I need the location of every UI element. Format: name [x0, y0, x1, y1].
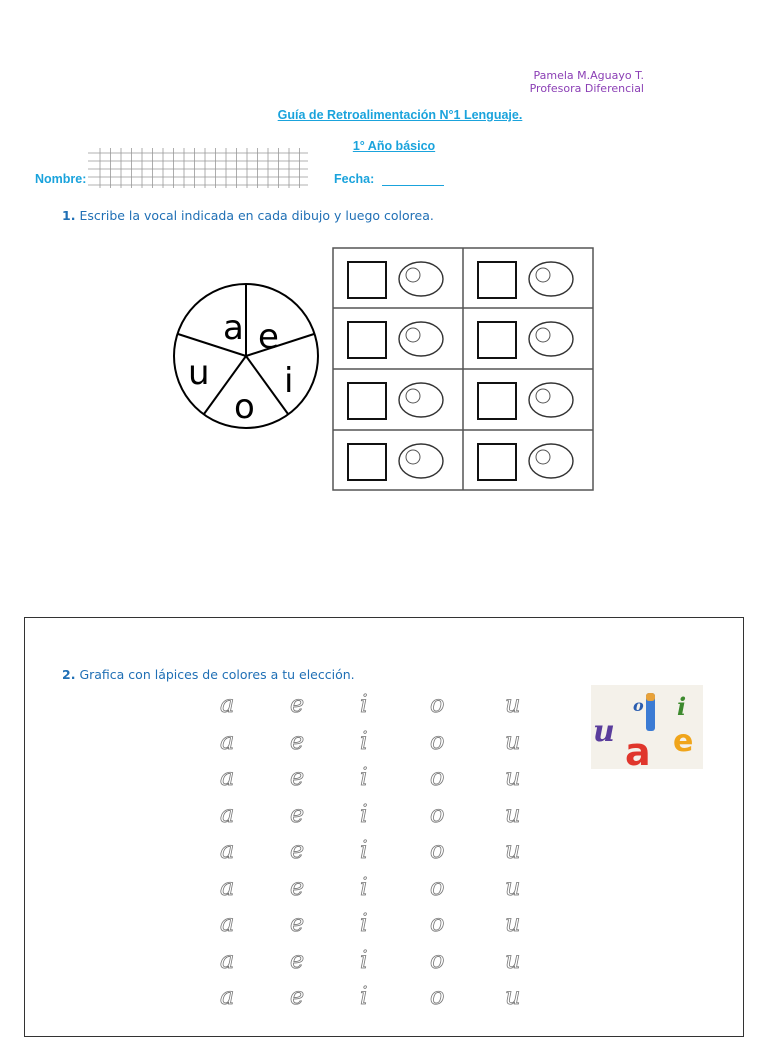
question-1-text: Escribe la vocal indicada en cada dibujo y luego colorea. — [79, 208, 434, 223]
trace-letter-a[interactable]: a — [220, 872, 235, 901]
author-role: Profesora Diferencial — [529, 82, 644, 95]
wheel-vowel-u: u — [188, 353, 210, 393]
trace-letter-i[interactable]: i — [360, 982, 368, 1010]
trace-letter-e[interactable]: e — [290, 799, 305, 828]
answer-box[interactable] — [478, 262, 516, 298]
trace-letter-i[interactable]: i — [360, 872, 368, 901]
trace-letter-o[interactable]: o — [430, 763, 445, 791]
trace-letter-o[interactable]: o — [430, 836, 445, 864]
answer-box[interactable] — [348, 444, 386, 480]
trace-letter-u[interactable]: u — [505, 763, 521, 791]
question-2-number: 2. — [62, 667, 76, 682]
answer-box[interactable] — [348, 262, 386, 298]
tracing-area[interactable] — [205, 690, 545, 1030]
trace-letter-o[interactable]: o — [430, 945, 445, 974]
trace-letter-u[interactable]: u — [505, 690, 521, 718]
trace-letter-i[interactable]: i — [360, 726, 368, 755]
trace-letter-u[interactable]: u — [505, 982, 521, 1010]
trace-letter-o[interactable]: o — [430, 726, 445, 755]
trace-letter-u[interactable]: u — [505, 872, 521, 901]
trace-letter-a[interactable]: a — [220, 763, 235, 791]
vowel-wheel — [174, 284, 318, 428]
trace-letter-a[interactable]: a — [220, 909, 235, 937]
trace-letter-a[interactable]: a — [220, 690, 235, 718]
author-name: Pamela M.Aguayo T. — [533, 69, 644, 82]
trace-letter-u[interactable]: u — [505, 726, 521, 755]
logo-letter-o: o — [633, 696, 644, 715]
trace-letter-e[interactable]: e — [290, 909, 305, 937]
trace-letter-a[interactable]: a — [220, 726, 235, 755]
answer-box[interactable] — [478, 444, 516, 480]
bee-icon — [399, 262, 443, 296]
trace-letter-e[interactable]: e — [290, 726, 305, 755]
airplane-icon — [529, 383, 573, 417]
wheel-vowel-o: o — [234, 387, 255, 427]
grapes-icon — [399, 383, 443, 417]
trace-letter-i[interactable]: i — [360, 690, 368, 718]
name-label: Nombre: — [35, 172, 87, 186]
question-1 — [62, 208, 434, 223]
answer-box[interactable] — [478, 322, 516, 358]
lizard-icon — [529, 262, 573, 296]
name-writing-grid[interactable] — [88, 148, 308, 188]
question-1-number: 1. — [62, 208, 76, 223]
answer-box[interactable] — [348, 322, 386, 358]
trace-letter-o[interactable]: o — [430, 909, 445, 937]
trace-letter-i[interactable]: i — [360, 836, 368, 864]
vowels-logo — [591, 685, 703, 769]
logo-letter-i: i — [677, 692, 687, 721]
trace-letter-o[interactable]: o — [430, 799, 445, 828]
trace-letter-e[interactable]: e — [290, 945, 305, 974]
teddy-bear-icon — [399, 322, 443, 356]
picture-grid — [333, 248, 593, 490]
trace-letter-u[interactable]: u — [505, 799, 521, 828]
trace-letter-e[interactable]: e — [290, 872, 305, 901]
trace-letter-e[interactable]: e — [290, 982, 305, 1010]
trace-letter-u[interactable]: u — [505, 836, 521, 864]
question-2-box — [24, 617, 744, 1037]
trace-letter-a[interactable]: a — [220, 799, 235, 828]
date-line[interactable] — [382, 173, 444, 186]
answer-box[interactable] — [348, 383, 386, 419]
date-label: Fecha: — [334, 172, 375, 186]
wheel-vowel-i: i — [284, 361, 294, 401]
trace-letter-o[interactable]: o — [430, 872, 445, 901]
answer-box[interactable] — [478, 383, 516, 419]
trace-letter-o[interactable]: o — [430, 982, 445, 1010]
trace-letter-u[interactable]: u — [505, 909, 521, 937]
vowel-activity-figure — [168, 244, 596, 494]
trace-letter-i[interactable]: i — [360, 909, 368, 937]
logo-letter-u: u — [593, 714, 615, 749]
trace-letter-i[interactable]: i — [360, 945, 368, 974]
star-icon — [399, 444, 443, 478]
trace-letter-u[interactable]: u — [505, 945, 521, 974]
trace-letter-e[interactable]: e — [290, 690, 305, 718]
wheel-vowel-a: a — [223, 308, 244, 348]
trace-letter-a[interactable]: a — [220, 945, 235, 974]
elephant-icon — [529, 322, 573, 356]
trace-letter-i[interactable]: i — [360, 799, 368, 828]
logo-letter-e: e — [673, 724, 694, 759]
question-2-text: Grafica con lápices de colores a tu elección. — [79, 667, 355, 682]
sheep-icon — [529, 444, 573, 478]
trace-letter-i[interactable]: i — [360, 763, 368, 791]
guide-title: Guía de Retroalimentación N°1 Lenguaje. — [277, 108, 523, 122]
logo-letter-a: a — [625, 730, 651, 769]
trace-letter-e[interactable]: e — [290, 763, 305, 791]
trace-letter-a[interactable]: a — [220, 836, 235, 864]
question-2 — [62, 667, 355, 682]
trace-letter-a[interactable]: a — [220, 982, 235, 1010]
grade-title: 1° Año básico — [352, 139, 436, 153]
trace-letter-o[interactable]: o — [430, 690, 445, 718]
trace-letter-e[interactable]: e — [290, 836, 305, 864]
wheel-vowel-e: e — [258, 317, 279, 357]
